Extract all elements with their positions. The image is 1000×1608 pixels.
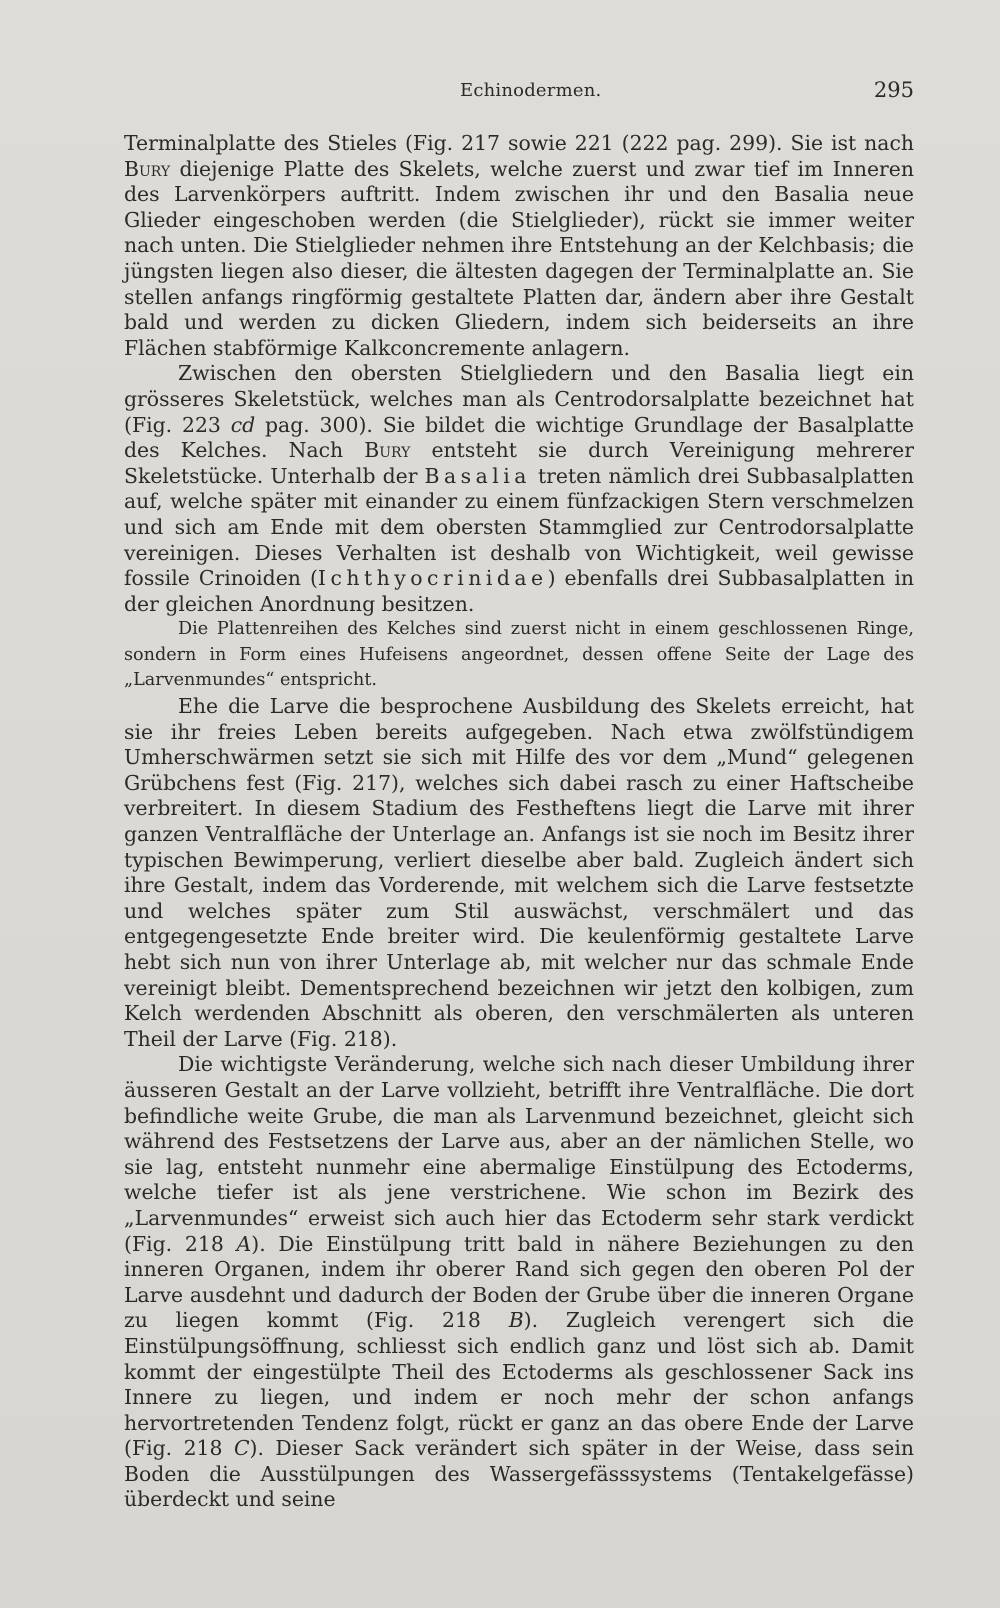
- figure-label-b: B: [508, 1308, 524, 1333]
- page-header: [124, 80, 914, 110]
- paragraph-1-text-a: Terminalplatte des Stieles (Fig. 217 sowie 221 (222 pag. 299). Sie ist nach: [124, 131, 914, 155]
- running-title: Echinodermen.: [460, 80, 602, 101]
- author-name-bury: Bury: [364, 438, 411, 463]
- paragraph-5-text-a: Die wichtigste Veränderung, welche sich nach dieser Umbildung ihrer äusseren Gestalt an der Larve vollzieht, betrifft ihre Ventralfläche. Die dort befindliche weite Grube, die man als Larvenmund bezeichnet, gleicht sich während des Festsetzens der Larve aus, aber an der nämlichen Stelle, wo sie lag, entsteht nunmehr eine abermalige Einstülpung des Ectoderms, welche tiefer ist als jene verstrichene. Wie schon im Bezirk des „Larvenmundes“ erweist sich auch hier das Ectoderm sehr stark verdickt (Fig. 218: [124, 1052, 914, 1256]
- spaced-term-ichthyocrinidae: Ichthyocrinidae: [317, 566, 548, 591]
- paragraph-5-text-c: ). Die Einstülpung tritt bald in nähere Beziehungen zu den inneren Organen, indem ihr oberer Rand sich gegen den oberen Pol der Larve ausdehnt und dadurch der Boden der Grube über die inneren Organe zu liegen kommt (Fig. 218: [124, 1231, 915, 1333]
- paragraph-2-text-c: pag. 300). Sie bildet die wichtige Grundlage der Basalplatte des Kelches. Nach: [124, 412, 914, 463]
- figure-label-cd: cd: [230, 412, 256, 437]
- paragraph-2-text-e: entsteht sie durch Vereinigung mehrerer Skeletstücke. Unterhalb der: [124, 438, 915, 488]
- figure-label-a: A: [236, 1231, 252, 1256]
- paragraph-1-text-c: diejenige Platte des Skelets, welche zuerst und zwar tief im Inneren des Larvenkörpers auftritt. Indem zwischen ihr und den Basalia neue Glieder eingeschoben werden (die Stielglieder), rückt sie immer weiter nach unten. Die Stielglieder nehmen ihre Entstehung an der Kelchbasis; die jüngsten liegen also dieser, die ältesten dagegen der Terminalplatte an. Sie stellen anfangs ringförmig gestaltete Platten dar, ändern aber ihre Gestalt bald und werden zu dicken Gliedern, indem sich beiderseits an ihre Flächen stabförmige Kalkconcremente anlagern.: [124, 156, 914, 360]
- paragraph-2-text-a: Zwischen den obersten Stielgliedern und den Basalia liegt ein grösseres Skeletstück, welches man als Centrodorsalplatte bezeichnet hat (Fig. 223: [124, 361, 914, 437]
- page-number: 295: [873, 78, 914, 102]
- figure-label-c: C: [233, 1436, 250, 1461]
- author-name-bury: Bury: [124, 156, 171, 181]
- paragraph-5-text-g: ). Dieser Sack verändert sich später in der Weise, dass sein Boden die Ausstülpungen des Wassergefässsystems (Tentakelgefässe) überdeckt und seine: [124, 1436, 915, 1512]
- paragraph-2-text-g: treten nämlich drei Subbasalplatten auf, welche später mit einander zu einem fünfzackigen Stern verschmelzen und sich am Ende mit dem obersten Stammglied zur Centrodorsalplatte vereinigen. Dieses Verhalten ist deshalb von Wichtigkeit, weil gewisse fossile Crinoiden (: [124, 463, 914, 591]
- paragraph-2-text-i: ) ebenfalls drei Subbasalplatten in der gleichen Anordnung besitzen.: [124, 566, 914, 616]
- paragraph-2: [124, 361, 914, 617]
- paragraph-1: [124, 131, 914, 361]
- paragraph-4: Ehe die Larve die besprochene Ausbildung des Skelets erreicht, hat sie ihr freies Leben bereits aufgegeben. Nach etwa zwölfstündigem Umherschwärmen setzt sie sich mit Hilfe des vor dem „Mund“ gelegenen Grübchens fest (Fig. 217), welches sich dabei rasch zu einer Haftscheibe verbreitert. In diesem Stadium des Festheftens liegt die Larve mit ihrer ganzen Ventralfläche der Unterlage an. Anfangs ist sie noch im Besitz ihrer typischen Bewimperung, verliert dieselbe aber bald. Zugleich ändert sich ihre Gestalt, indem das Vorderende, mit welchem sich die Larve festsetzte und welches später zum Stil auswächst, verschmälert und das entgegengesetzte Ende breiter wird. Die keulenförmig gestaltete Larve hebt sich nun von ihrer Unterlage ab, mit welcher nur das schmale Ende vereinigt bleibt. Dementsprechend bezeichnen wir jetzt den kolbigen, zum Kelch werdenden Abschnitt als oberen, den verschmälerten als unteren Theil der Larve (Fig. 218).: [124, 694, 914, 1051]
- paragraph-5: [124, 1052, 914, 1513]
- paragraph-3-small-print: Die Plattenreihen des Kelches sind zuerst nicht in einem geschlossenen Ringe, sondern in Form eines Hufeisens angeordnet, dessen offene Seite der Lage des „Larvenmundes“ entspricht.: [124, 619, 914, 691]
- spaced-term-basalia: Basalia: [424, 463, 531, 488]
- body-text: [124, 131, 914, 1513]
- paragraph-5-text-e: ). Zugleich verengert sich die Einstülpungsöffnung, schliesst sich endlich ganz und löst sich ab. Damit kommt der eingestülpte Theil des Ectoderms als geschlossener Sack ins Innere zu liegen, und indem er noch mehr der schon anfangs hervortretenden Tendenz folgt, rückt er ganz an das obere Ende der Larve (Fig. 218: [124, 1308, 914, 1461]
